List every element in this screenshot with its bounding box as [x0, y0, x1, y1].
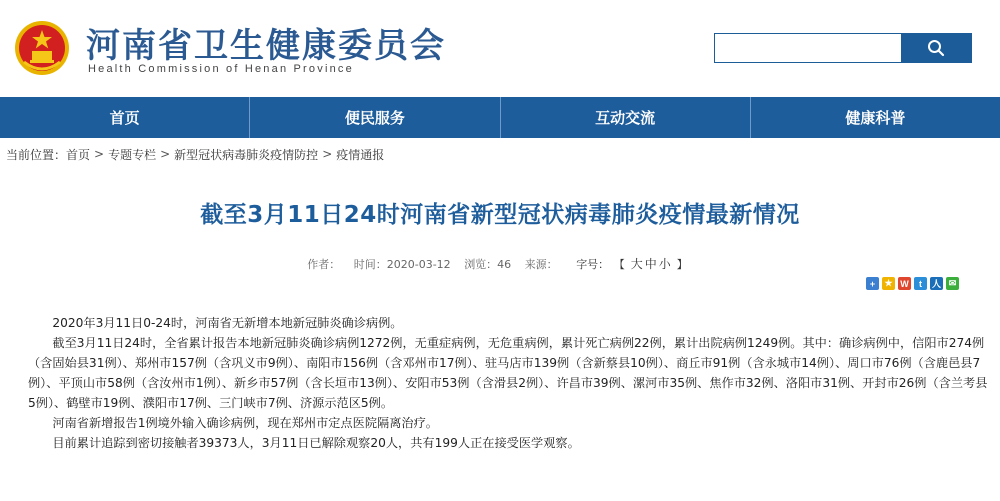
font-size-open-bracket: 【 [619, 258, 625, 271]
meta-time: 时间：2020-03-12 [353, 258, 451, 271]
wechat-icon[interactable]: ✉ [946, 277, 959, 290]
site-title: 河南省卫生健康委员会 [86, 26, 446, 66]
nav-item-services[interactable]: 便民服务 [250, 97, 500, 138]
breadcrumb-epidemic-report[interactable]: 疫情通报 [336, 147, 385, 162]
nav-item-home[interactable]: 首页 [0, 97, 250, 138]
article-paragraph: 截至3月11日24时，全省累计报告本地新冠肺炎确诊病例1272例，无重症病例，无危重病例，累计死亡病例22例，累计出院病例1249例。其中：确诊病例中，信阳市274例（含固始县31例）、郑州市157例（含巩义市9例）、南阳市156例（含邓州市17例）、驻马店市139例（含新蔡县10例）、商丘市91例（含永城市14例）、周口市76例（含鹿邑县7例）、平顶山市58例（含汝州市1例）、新乡市57例（含长垣市13例）、安阳市53例（含滑县2例）、许昌市39例、漯河市35例、焦作市32例、洛阳市31例、开封市26例（含兰考县5例）、鹤壁市19例、濮阳市17例、三门峡市7例、济源示范区5例。 [28, 336, 988, 410]
meta-views: 浏览：46 [464, 258, 512, 271]
nav-item-health-science[interactable]: 健康科普 [845, 109, 906, 127]
breadcrumb [0, 138, 1000, 170]
font-size-medium-link[interactable]: 中 [644, 257, 657, 271]
meta-author: 作者： [307, 258, 341, 271]
article-content [28, 313, 988, 453]
font-size-large-link[interactable]: 大 [630, 257, 643, 271]
search-icon [927, 39, 945, 57]
site-subtitle: Health Commission of Henan Province [88, 63, 354, 75]
search-button[interactable] [901, 34, 971, 62]
qzone-icon[interactable]: ★ [882, 277, 895, 290]
article-paragraph: 目前累计追踪到密切接触者39373人，3月11日已解除观察20人，共有199人正在接受医学观察。 [52, 436, 580, 450]
search-box [714, 33, 972, 63]
nav-item-interaction[interactable]: 互动交流 [501, 97, 751, 138]
tencent-weibo-icon[interactable]: t [914, 277, 927, 290]
breadcrumb-special-topics[interactable]: 专题专栏 [108, 147, 157, 162]
breadcrumb-covid-prevention[interactable]: 新型冠状病毒肺炎疫情防控 [174, 147, 319, 162]
article-paragraph: 2020年3月11日0-24时，河南省无新增本地新冠肺炎确诊病例。 [52, 316, 403, 330]
article-title: 截至3月11日24时河南省新型冠状病毒肺炎疫情最新情况 [200, 202, 800, 228]
national-emblem-icon [14, 18, 70, 78]
article-paragraph: 河南省新增报告1例境外输入确诊病例，现在郑州市定点医院隔离治疗。 [52, 416, 438, 430]
breadcrumb-prefix: 当前位置： [6, 147, 67, 162]
site-header [0, 0, 1000, 97]
weibo-icon[interactable]: W [898, 277, 911, 290]
share-bar [866, 277, 959, 290]
font-size-control [571, 258, 693, 271]
plus-share-icon[interactable]: + [866, 277, 879, 290]
main-nav [0, 97, 1000, 138]
breadcrumb-separator: > [94, 147, 105, 161]
font-size-small-link[interactable]: 小 [658, 257, 671, 271]
search-input[interactable] [715, 34, 901, 62]
renren-icon[interactable]: 人 [931, 279, 941, 289]
breadcrumb-separator: > [160, 147, 171, 161]
article-meta [0, 255, 1000, 272]
font-size-close-bracket: 】 [676, 258, 688, 271]
meta-source: 来源： [524, 258, 558, 271]
meta-fontsize-label: 字号： [576, 258, 610, 271]
breadcrumb-separator: > [322, 147, 333, 161]
breadcrumb-home[interactable]: 首页 [66, 147, 91, 162]
